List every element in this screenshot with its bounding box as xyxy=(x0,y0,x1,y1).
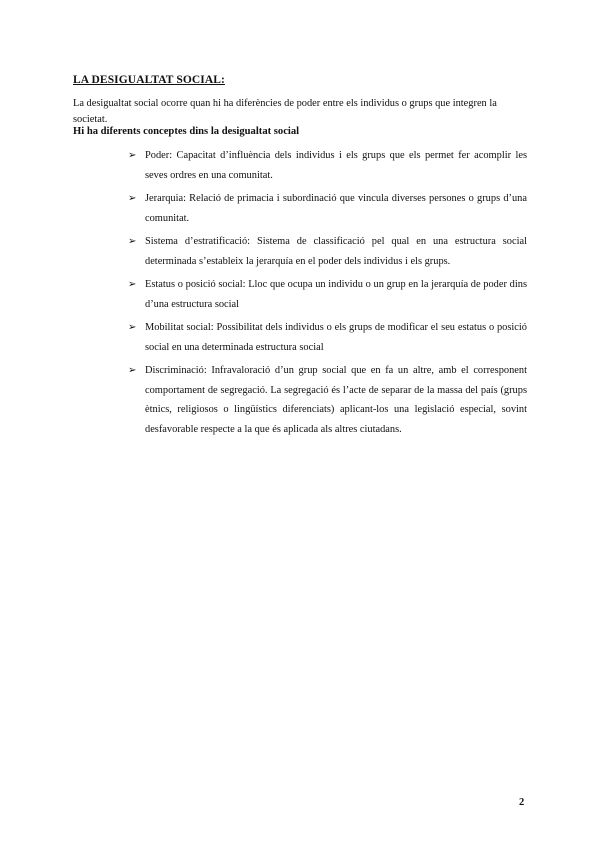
list-item xyxy=(128,275,527,314)
arrow-bullet-icon: ➢ xyxy=(128,322,137,333)
list-item-text: Estatus o posició social: Lloc que ocupa un individu o un grup en la jerarquía de poder dins d’una estructura social xyxy=(145,279,527,310)
arrow-bullet-icon: ➢ xyxy=(128,236,137,247)
list-item-text: Discriminació: Infravaloració d’un grup social que en fa un altre, amb el corresponent comportament de segregació. La segregació és l’acte de separar de la massa del país (grups ètnics, religiosos o lingüístics diferenciats) aplicant-los una legislació especial, sovint desfavorable respecte a la que és aplicada als altres ciutadans. xyxy=(145,365,527,435)
list-item xyxy=(128,318,527,357)
document-title: LA DESIGUALTAT SOCIAL: xyxy=(73,74,225,86)
arrow-bullet-icon: ➢ xyxy=(128,193,137,204)
list-item-text: Mobilitat social: Possibilitat dels individus o els grups de modificar el seu estatus o posició social en una determinada estructura social xyxy=(145,322,527,353)
arrow-bullet-icon: ➢ xyxy=(128,150,137,161)
list-item-text: Jerarquia: Relació de primacia i subordinació que vincula diverses persones o grups d’una comunitat. xyxy=(145,193,527,224)
arrow-bullet-icon: ➢ xyxy=(128,279,137,290)
page-number: 2 xyxy=(519,797,525,808)
concepts-list xyxy=(128,146,527,443)
list-item-text: Sistema d’estratificació: Sistema de classificació pel qual en una estructura social determinada s’estableix la jerarquía en el poder dels individus i els grups. xyxy=(145,236,527,267)
list-item-text: Poder: Capacitat d’influència dels individus i els grups que els permet fer acomplir les seves ordres en una comunitat. xyxy=(145,150,527,181)
list-item xyxy=(128,361,527,439)
intro-paragraph: La desigualtat social ocorre quan hi ha diferències de poder entre els individus o grups que integren la societat. xyxy=(73,98,497,125)
list-item xyxy=(128,232,527,271)
list-item xyxy=(128,146,527,185)
concepts-subheading: Hi ha diferents conceptes dins la desigualtat social xyxy=(73,126,300,137)
list-item xyxy=(128,189,527,228)
arrow-bullet-icon: ➢ xyxy=(128,365,137,376)
